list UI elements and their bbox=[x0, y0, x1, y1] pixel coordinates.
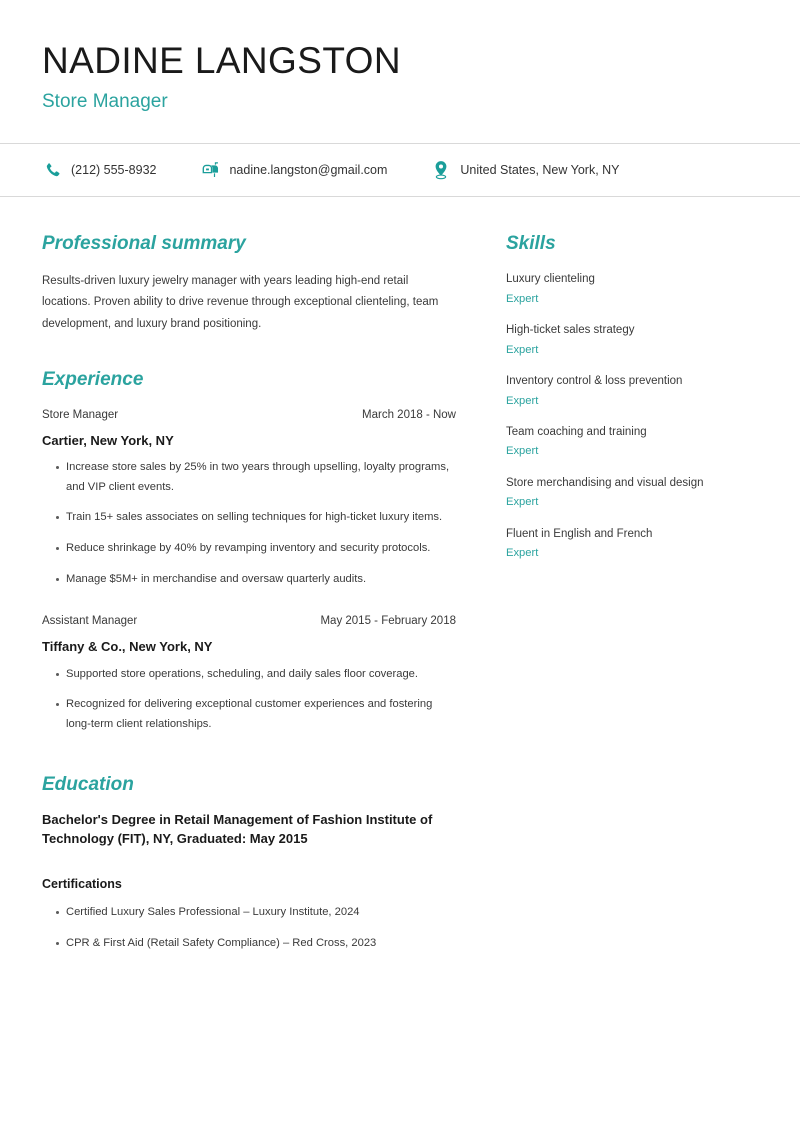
experience-company: Tiffany & Co., New York, NY bbox=[42, 639, 213, 655]
contact-email-value: nadine.langston@gmail.com bbox=[229, 162, 388, 177]
resume-body bbox=[0, 197, 800, 953]
experience-entry-header bbox=[42, 407, 456, 423]
skill-item bbox=[506, 271, 758, 307]
skill-level: Expert bbox=[506, 292, 539, 305]
experience-role: Assistant Manager bbox=[42, 615, 138, 628]
skill-item bbox=[506, 373, 758, 409]
list-item: CPR & First Aid (Retail Safety Compliance) – Red Cross, 2023 bbox=[42, 934, 456, 954]
experience-dates: March 2018 - Now bbox=[362, 408, 456, 421]
experience-role: Store Manager bbox=[42, 408, 119, 421]
skill-item bbox=[506, 475, 758, 511]
list-item: Supported store operations, scheduling, and daily sales floor coverage. bbox=[42, 665, 456, 685]
experience-entry bbox=[42, 613, 456, 734]
skills-heading: Skills bbox=[506, 233, 556, 255]
list-item: Recognized for delivering exceptional customer experiences and fostering long-term client relationships. bbox=[42, 695, 456, 734]
summary-heading: Professional summary bbox=[42, 233, 246, 255]
skill-name: Team coaching and training bbox=[506, 425, 647, 438]
list-item: Manage $5M+ in merchandise and oversaw quarterly audits. bbox=[42, 570, 456, 590]
certifications-list bbox=[42, 903, 456, 953]
skill-name: High-ticket sales strategy bbox=[506, 323, 635, 336]
skill-level: Expert bbox=[506, 343, 539, 356]
contact-location-value: United States, New York, NY bbox=[460, 162, 620, 177]
skill-item bbox=[506, 424, 758, 460]
skill-item bbox=[506, 322, 758, 358]
skill-level: Expert bbox=[506, 496, 539, 509]
map-pin-icon bbox=[431, 160, 451, 180]
mailbox-icon bbox=[200, 160, 220, 180]
skill-name: Luxury clienteling bbox=[506, 273, 595, 286]
experience-entry-header bbox=[42, 613, 456, 629]
experience-dates: May 2015 - February 2018 bbox=[320, 615, 456, 628]
section-experience bbox=[42, 369, 456, 735]
candidate-job-title: Store Manager bbox=[42, 91, 168, 113]
contact-location[interactable] bbox=[431, 160, 619, 180]
list-item: Train 15+ sales associates on selling techniques for high-ticket luxury items. bbox=[42, 508, 456, 528]
section-education bbox=[42, 774, 456, 954]
summary-text: Results-driven luxury jewelry manager with years leading high-end retail locations. Proven ability to drive revenue through exceptional clienteling, team development, and luxury brand positioning. bbox=[42, 275, 439, 330]
candidate-name: NADINE LANGSTON bbox=[42, 40, 401, 81]
main-column bbox=[42, 197, 456, 953]
contact-bar bbox=[0, 143, 800, 197]
contact-phone[interactable] bbox=[42, 160, 156, 180]
contact-email[interactable] bbox=[200, 160, 387, 180]
skill-item bbox=[506, 526, 758, 562]
list-item: Reduce shrinkage by 40% by revamping inventory and security protocols. bbox=[42, 539, 456, 559]
contact-phone-value: (212) 555-8932 bbox=[71, 162, 157, 177]
skill-level: Expert bbox=[506, 394, 539, 407]
experience-entry bbox=[42, 407, 456, 590]
skill-name: Fluent in English and French bbox=[506, 527, 653, 540]
education-degree: Bachelor's Degree in Retail Management of Fashion Institute of Technology (FIT), NY, Graduated: May 2015 bbox=[42, 812, 433, 847]
list-item: Increase store sales by 25% in two years through upselling, loyalty programs, and VIP client events. bbox=[42, 458, 456, 497]
education-heading: Education bbox=[42, 773, 134, 795]
experience-bullet-list bbox=[42, 458, 456, 589]
certifications-heading: Certifications bbox=[42, 877, 122, 892]
experience-company: Cartier, New York, NY bbox=[42, 432, 174, 448]
experience-bullet-list bbox=[42, 665, 456, 735]
skill-name: Store merchandising and visual design bbox=[506, 476, 704, 489]
experience-heading: Experience bbox=[42, 368, 144, 390]
column-gap bbox=[456, 197, 506, 953]
section-professional-summary bbox=[42, 233, 456, 335]
list-item: Certified Luxury Sales Professional – Luxury Institute, 2024 bbox=[42, 903, 456, 923]
skill-level: Expert bbox=[506, 445, 539, 458]
skill-name: Inventory control & loss prevention bbox=[506, 374, 683, 387]
resume-header bbox=[0, 0, 800, 114]
phone-icon bbox=[42, 160, 62, 180]
section-skills bbox=[506, 233, 758, 561]
sidebar-column bbox=[506, 197, 758, 953]
skill-level: Expert bbox=[506, 547, 539, 560]
